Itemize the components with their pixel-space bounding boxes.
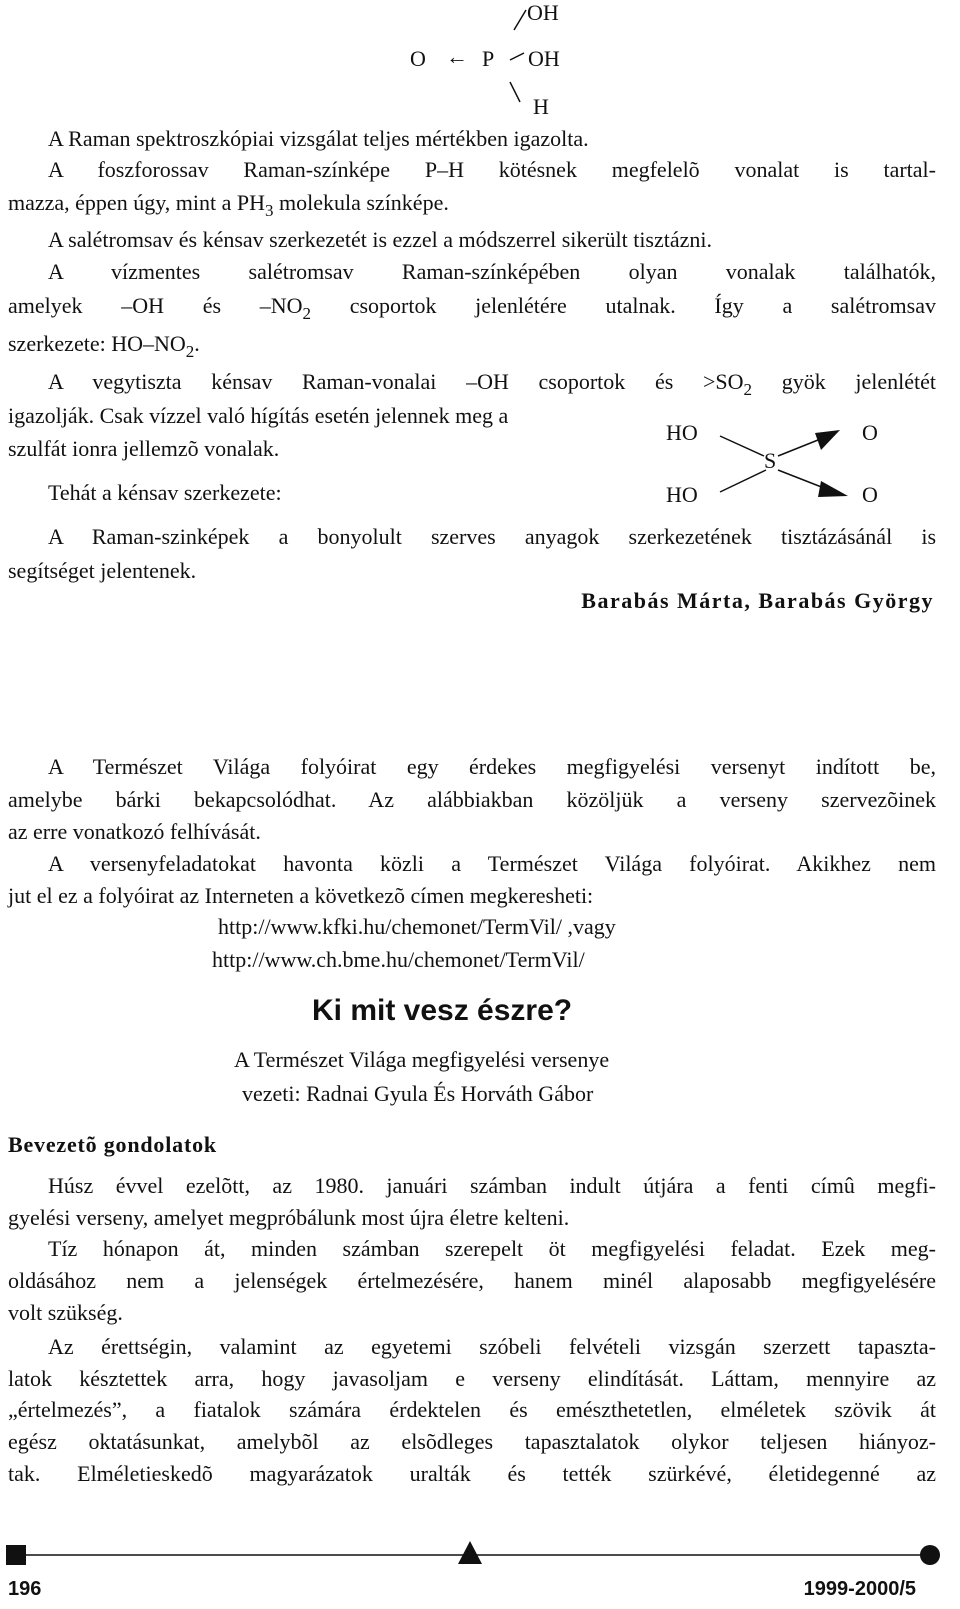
article-subtitle: vezeti: Radnai Gyula És Horváth Gábor <box>242 1081 594 1106</box>
issue-number: 1999-2000/5 <box>803 1578 916 1600</box>
text-line: oldásához nem a jelenségek értelmezésére, hanem minél alaposabb megfigyelésére <box>8 1268 936 1293</box>
text-line: A salétromsav és kénsav szerkezetét is ezzel a módszerrel sikerült tisztázni. <box>48 227 713 252</box>
page-number: 196 <box>8 1578 42 1600</box>
atom-o-bottom: O <box>862 482 878 507</box>
text-line: jut el ez a folyóirat az Interneten a következõ címen megkeresheti: <box>8 883 594 908</box>
text-line: volt szükség. <box>8 1300 123 1325</box>
text-line: igazolják. Csak vízzel való hígítás esetén jelennek meg a <box>8 403 509 428</box>
text-line: A versenyfeladatokat havonta közli a Természet Világa folyóirat. Akikhez nem <box>48 851 936 876</box>
text-line: szerkezete: $HO-NO_2$. <box>8 331 200 361</box>
text-line: Tíz hónapon át, minden számban szerepelt öt megfigyelési feladat. Ezek meg- <box>48 1236 936 1261</box>
text-line: mazza, éppen úgy, mint a $PH_3$ molekula színképe. <box>8 190 449 220</box>
text-line: A vízmentes salétromsav Raman-színképében olyan vonalak találhatók, <box>48 259 936 284</box>
text-line: szulfát ionra jellemzõ vonalak. <box>8 436 280 461</box>
arrow-bond: ← <box>446 44 468 69</box>
atom-h: H <box>533 94 549 119</box>
atom-o-top: O <box>862 420 878 445</box>
text-line: egész oktatásunkat, amelybõl az elsõdleges tapasztalatok olykor teljesen hiányoz- <box>8 1429 936 1454</box>
text-line: „értelmezés”, a fiatalok számára érdektelen és emészthetetlen, elméletek szövik át <box>8 1397 936 1422</box>
text-line: amelybe bárki bekapcsolódhat. Az alábbiakban közöljük a verseny szervezõinek <box>8 787 936 812</box>
atom-ho-top: HO <box>666 420 698 445</box>
author-signature: Barabás Márta, Barabás György <box>581 588 934 613</box>
square-marker-icon <box>6 1545 26 1565</box>
text-line: segítséget jelentenek. <box>8 558 197 583</box>
atom-ho-bottom: HO <box>666 482 698 507</box>
atom-oh-top: OH <box>527 0 559 25</box>
atom-o: O <box>410 46 426 71</box>
text-line: Húsz évvel ezelõtt, az 1980. januári számban indult útjára a fenti címû megfi- <box>48 1173 936 1198</box>
text-line: amelyek –OH és $-NO_2$ csoportok jelenlétére utalnak. Így a salétromsav <box>8 293 936 323</box>
text-line: az erre vonatkozó felhívását. <box>8 819 261 844</box>
text-line: A vegytiszta kénsav Raman-vonalai –OH csoportok és $>SO_2$ gyök jelenlétét <box>48 369 936 399</box>
text-line: A Raman spektroszkópiai vizsgálat teljes mértékben igazolta. <box>48 126 589 151</box>
atom-s: S <box>764 448 777 473</box>
url-link[interactable]: http://www.kfki.hu/chemonet/TermVil/ ,vagy <box>218 914 616 939</box>
text-line: A Természet Világa folyóirat egy érdekes megfigyelési versenyt indított be, <box>48 754 936 779</box>
text-line: Tehát a kénsav szerkezete: <box>48 480 282 505</box>
atom-p: P <box>482 46 495 71</box>
text-line: A Raman-szinképek a bonyolult szerves anyagok szerkezetének tisztázásánál is <box>48 524 936 549</box>
article-subtitle: A Természet Világa megfigyelési versenye <box>234 1047 610 1072</box>
structure-bonds <box>0 0 960 130</box>
structure-bonds <box>0 400 960 520</box>
text-line: gyelési verseny, amelyet megpróbálunk most újra életre kelteni. <box>8 1205 570 1230</box>
article-title: Ki mit vesz észre? <box>312 994 573 1027</box>
text-line: tak. Elméletieskedõ magyarázatok uralták és tették szürkévé, életidegenné az <box>8 1461 936 1486</box>
atom-oh-mid: OH <box>528 46 560 71</box>
triangle-marker-icon <box>458 1541 482 1564</box>
text-line: latok késztettek arra, hogy javasoljam e verseny elindítását. Láttam, mennyire az <box>8 1366 936 1391</box>
url-link[interactable]: http://www.ch.bme.hu/chemonet/TermVil/ <box>212 947 585 972</box>
footer-rule <box>0 1520 960 1570</box>
text-line: A foszforossav Raman-színképe P–H kötésnek megfelelõ vonalat is tartal- <box>48 157 936 182</box>
section-heading: Bevezetõ gondolatok <box>8 1132 217 1157</box>
text-line: Az érettségin, valamint az egyetemi szóbeli felvételi vizsgán szerzett tapaszta- <box>48 1334 936 1359</box>
circle-marker-icon <box>920 1545 940 1565</box>
